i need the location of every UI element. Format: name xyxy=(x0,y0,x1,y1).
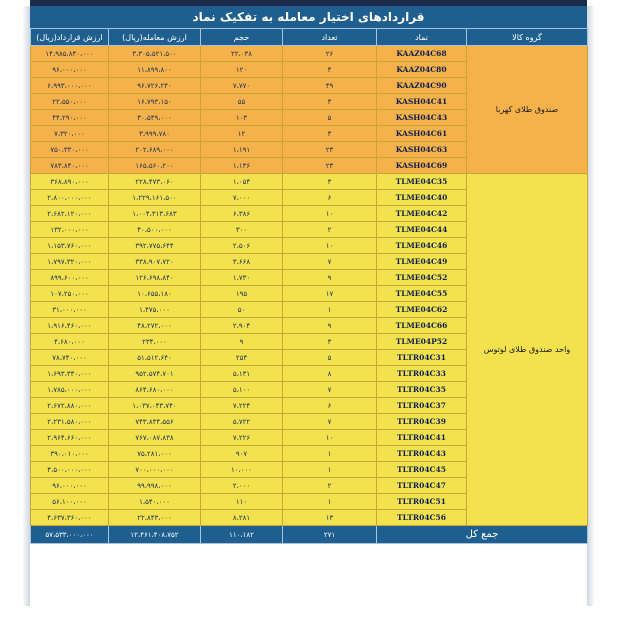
header-group: گروه کالا xyxy=(467,29,588,46)
cell-count: ۹ xyxy=(283,270,377,286)
cell-contract-value: ۷۵۰،۳۳۰،۰۰۰ xyxy=(31,142,109,158)
cell-volume: ۱،۱۳۶ xyxy=(201,158,283,174)
cell-volume: ۱۰۳ xyxy=(201,110,283,126)
cell-symbol: TLTR04C41 xyxy=(377,430,467,446)
cell-contract-value: ۴۴،۲۹۰،۰۰۰ xyxy=(31,110,109,126)
cell-count: ۲ xyxy=(283,478,377,494)
cell-contract-value: ۸۹۹،۶۰۰،۰۰۰ xyxy=(31,270,109,286)
options-contracts-table xyxy=(30,28,588,544)
cell-volume: ۵۰ xyxy=(201,302,283,318)
cell-count: ۳ xyxy=(283,174,377,190)
cell-contract-value: ۲۲،۵۵۰،۰۰۰ xyxy=(31,94,109,110)
cell-volume: ۹ xyxy=(201,334,283,350)
cell-count: ۵ xyxy=(283,350,377,366)
cell-trade-value: ۱۰،۶۵۵،۱۸۰ xyxy=(109,286,201,302)
cell-volume: ۲۲،۰۳۸ xyxy=(201,46,283,62)
cell-trade-value: ۱۶۵،۵۶۰،۲۰۰ xyxy=(109,158,201,174)
cell-count: ۳ xyxy=(283,334,377,350)
cell-trade-value: ۱،۰۳۷،۰۴۳،۷۴۰ xyxy=(109,398,201,414)
cell-count: ۱ xyxy=(283,462,377,478)
cell-volume: ۱،۰۵۴ xyxy=(201,174,283,190)
cell-trade-value: ۲۳۴،۰۰۰ xyxy=(109,334,201,350)
cell-symbol: KASH04C43 xyxy=(377,110,467,126)
total-label: جمع کل xyxy=(377,526,588,544)
frame-shadow-right xyxy=(587,6,595,606)
cell-count: ۷ xyxy=(283,254,377,270)
cell-symbol: TLTR04C45 xyxy=(377,462,467,478)
cell-count: ۷ xyxy=(283,382,377,398)
cell-trade-value: ۹۶،۷۲۶،۲۴۰ xyxy=(109,78,201,94)
cell-contract-value: ۳۹۰،۰۱۰،۰۰۰ xyxy=(31,446,109,462)
cell-volume: ۵،۱۰۰ xyxy=(201,382,283,398)
cell-count: ۸ xyxy=(283,366,377,382)
cell-count: ۶ xyxy=(283,190,377,206)
cell-count: ۲۳ xyxy=(283,142,377,158)
cell-symbol: TLTR04C56 xyxy=(377,510,467,526)
cell-contract-value: ۷،۳۲۰،۰۰۰ xyxy=(31,126,109,142)
cell-trade-value: ۱،۵۴۰،۰۰۰ xyxy=(109,494,201,510)
cell-symbol: TLME04C62 xyxy=(377,302,467,318)
cell-volume: ۶،۳۸۶ xyxy=(201,206,283,222)
cell-contract-value: ۳۱،۰۰۰،۰۰۰ xyxy=(31,302,109,318)
cell-symbol: TLME04C35 xyxy=(377,174,467,190)
cell-count: ۱۰ xyxy=(283,430,377,446)
table-body xyxy=(31,46,588,526)
cell-volume: ۲،۹۰۴ xyxy=(201,318,283,334)
cell-symbol: TLME04C46 xyxy=(377,238,467,254)
cell-contract-value: ۱۳۲،۰۰۰،۰۰۰ xyxy=(31,222,109,238)
cell-trade-value: ۱۲۶،۶۹۸،۸۴۰ xyxy=(109,270,201,286)
cell-symbol: TLME04C55 xyxy=(377,286,467,302)
cell-volume: ۳۰۰ xyxy=(201,222,283,238)
header-volume: حجم xyxy=(201,29,283,46)
cell-symbol: KASH04C63 xyxy=(377,142,467,158)
header-count: تعداد xyxy=(283,29,377,46)
cell-count: ۱۷ xyxy=(283,286,377,302)
cell-contract-value: ۲،۶۷۲،۸۸۰،۰۰۰ xyxy=(31,398,109,414)
cell-volume: ۱۲۰ xyxy=(201,62,283,78)
cell-volume: ۵،۱۳۱ xyxy=(201,366,283,382)
cell-symbol: TLME04C49 xyxy=(377,254,467,270)
cell-trade-value: ۹۵۲،۵۷۴،۷۰۱ xyxy=(109,366,201,382)
total-volume: ۱۱۰،۱۸۲ xyxy=(201,526,283,544)
cell-trade-value: ۷۴۳،۸۴۴،۵۵۶ xyxy=(109,414,201,430)
cell-trade-value: ۴۸،۲۷۲،۰۰۰ xyxy=(109,318,201,334)
cell-volume: ۲،۵۰۶ xyxy=(201,238,283,254)
cell-volume: ۸،۲۸۱ xyxy=(201,510,283,526)
header-contract-value: ارزش قرارداد(ریال) xyxy=(31,29,109,46)
cell-trade-value: ۳۳۸،۹۰۷،۷۲۰ xyxy=(109,254,201,270)
cell-volume: ۷،۲۲۴ xyxy=(201,398,283,414)
cell-volume: ۷،۷۷۰ xyxy=(201,78,283,94)
cell-trade-value: ۳۹۲،۷۷۵،۶۴۴ xyxy=(109,238,201,254)
cell-volume: ۲۵۴ xyxy=(201,350,283,366)
cell-symbol: TLTR04C51 xyxy=(377,494,467,510)
cell-trade-value: ۹۹،۹۹۸،۰۰۰ xyxy=(109,478,201,494)
cell-trade-value: ۱۱،۸۹۹،۸۰۰ xyxy=(109,62,201,78)
table-row xyxy=(31,46,588,62)
cell-count: ۱ xyxy=(283,494,377,510)
cell-symbol: KASH04C61 xyxy=(377,126,467,142)
cell-contract-value: ۹۶،۰۰۰،۰۰۰ xyxy=(31,478,109,494)
cell-symbol: KAAZ04C80 xyxy=(377,62,467,78)
cell-contract-value: ۴،۶۳۷،۳۶۰،۰۰۰ xyxy=(31,510,109,526)
cell-symbol: TLTR04C35 xyxy=(377,382,467,398)
cell-count: ۷ xyxy=(283,414,377,430)
cell-symbol: KAAZ04C68 xyxy=(377,46,467,62)
cell-count: ۲۳ xyxy=(283,158,377,174)
cell-symbol: TLME04C52 xyxy=(377,270,467,286)
cell-count: ۱ xyxy=(283,302,377,318)
cell-symbol: TLTR04C43 xyxy=(377,446,467,462)
cell-contract-value: ۱،۶۹۳،۳۳۰،۰۰۰ xyxy=(31,366,109,382)
cell-trade-value: ۱،۰۰۴،۳۱۳،۶۸۳ xyxy=(109,206,201,222)
cell-contract-value: ۲،۲۳۱،۵۸۰،۰۰۰ xyxy=(31,414,109,430)
cell-volume: ۹۰۷ xyxy=(201,446,283,462)
cell-trade-value: ۷۰۰،۰۰۰،۰۰۰ xyxy=(109,462,201,478)
cell-trade-value: ۳،۳۰۵،۵۲۱،۵۰۰ xyxy=(109,46,201,62)
cell-trade-value: ۱،۲۲۹،۱۶۱،۵۰۰ xyxy=(109,190,201,206)
header-trade-value: ارزش معامله(ریال) xyxy=(109,29,201,46)
cell-contract-value: ۱،۹۱۶،۴۶۰،۰۰۰ xyxy=(31,318,109,334)
cell-volume: ۳،۶۶۸ xyxy=(201,254,283,270)
total-count: ۲۷۱ xyxy=(283,526,377,544)
cell-trade-value: ۱۶،۷۹۳،۱۵۰ xyxy=(109,94,201,110)
cell-count: ۴ xyxy=(283,62,377,78)
cell-volume: ۱۱۰ xyxy=(201,494,283,510)
cell-contract-value: ۶،۹۹۳،۰۰۰،۰۰۰ xyxy=(31,78,109,94)
cell-symbol: KAAZ04C90 xyxy=(377,78,467,94)
group-name: واحد صندوق طلای لوتوس xyxy=(467,174,588,526)
cell-volume: ۱۲ xyxy=(201,126,283,142)
header-symbol: نماد xyxy=(377,29,467,46)
cell-contract-value: ۱،۷۹۷،۳۲۰،۰۰۰ xyxy=(31,254,109,270)
total-contract-value: ۵۷،۵۳۳،۰۰۰،۰۰۰ xyxy=(31,526,109,544)
group-name: صندوق طلای کهربا xyxy=(467,46,588,174)
cell-contract-value: ۱۴،۹۸۵،۸۴۰،۰۰۰ xyxy=(31,46,109,62)
cell-contract-value: ۲،۸۰۰،۰۰۰،۰۰۰ xyxy=(31,190,109,206)
cell-contract-value: ۹۶،۰۰۰،۰۰۰ xyxy=(31,62,109,78)
cell-trade-value: ۲۰۲،۶۸۹،۰۰۰ xyxy=(109,142,201,158)
cell-symbol: TLTR04C47 xyxy=(377,478,467,494)
cell-count: ۱ xyxy=(283,446,377,462)
total-row xyxy=(31,526,588,544)
cell-contract-value: ۴،۶۸۰،۰۰۰ xyxy=(31,334,109,350)
cell-trade-value: ۴۰،۵۰۰،۰۰۰ xyxy=(109,222,201,238)
header-row xyxy=(31,29,588,46)
cell-symbol: TLME04C40 xyxy=(377,190,467,206)
cell-contract-value: ۲،۶۸۲،۱۲۰،۰۰۰ xyxy=(31,206,109,222)
cell-count: ۲۶ xyxy=(283,46,377,62)
cell-trade-value: ۸۶۴،۶۸۰،۰۰۰ xyxy=(109,382,201,398)
cell-count: ۶ xyxy=(283,398,377,414)
cell-contract-value: ۱،۱۵۳،۷۶۰،۰۰۰ xyxy=(31,238,109,254)
table-title: قراردادهای اختیار معامله به تفکیک نماد xyxy=(30,6,587,28)
cell-trade-value: ۳،۹۹۹،۷۸۰ xyxy=(109,126,201,142)
cell-volume: ۱۹۵ xyxy=(201,286,283,302)
cell-count: ۳ xyxy=(283,126,377,142)
cell-count: ۱۰ xyxy=(283,206,377,222)
frame-shadow-left xyxy=(22,6,30,606)
cell-symbol: TLTR04C31 xyxy=(377,350,467,366)
cell-symbol: TLTR04C37 xyxy=(377,398,467,414)
cell-trade-value: ۷۶۷،۰۸۷،۸۳۸ xyxy=(109,430,201,446)
cell-volume: ۲،۰۰۰ xyxy=(201,478,283,494)
cell-contract-value: ۷۸۳،۸۴۰،۰۰۰ xyxy=(31,158,109,174)
cell-count: ۹ xyxy=(283,318,377,334)
cell-volume: ۵۵ xyxy=(201,94,283,110)
total-trade-value: ۱۲،۴۶۱،۴۰۸،۷۵۲ xyxy=(109,526,201,544)
cell-symbol: TLME04C66 xyxy=(377,318,467,334)
cell-contract-value: ۵۶،۱۰۰،۰۰۰ xyxy=(31,494,109,510)
cell-count: ۵ xyxy=(283,110,377,126)
cell-count: ۴۹ xyxy=(283,78,377,94)
cell-trade-value: ۷۵،۲۸۱،۰۰۰ xyxy=(109,446,201,462)
cell-count: ۳ xyxy=(283,94,377,110)
cell-contract-value: ۱۰۷،۲۵۰،۰۰۰ xyxy=(31,286,109,302)
cell-symbol: KASH04C41 xyxy=(377,94,467,110)
cell-contract-value: ۳۶۸،۸۹۰،۰۰۰ xyxy=(31,174,109,190)
cell-contract-value: ۷۸،۷۴۰،۰۰۰ xyxy=(31,350,109,366)
cell-count: ۱۰ xyxy=(283,238,377,254)
cell-trade-value: ۱،۴۷۵،۰۰۰ xyxy=(109,302,201,318)
cell-symbol: TLTR04C39 xyxy=(377,414,467,430)
cell-trade-value: ۲۲،۸۴۳،۰۰۰ xyxy=(109,510,201,526)
cell-volume: ۱،۷۳۰ xyxy=(201,270,283,286)
cell-contract-value: ۲،۹۶۴،۶۶۰،۰۰۰ xyxy=(31,430,109,446)
cell-volume: ۱،۱۹۱ xyxy=(201,142,283,158)
cell-trade-value: ۳۰،۵۴۹،۰۰۰ xyxy=(109,110,201,126)
cell-count: ۱۳ xyxy=(283,510,377,526)
cell-symbol: TLME04P52 xyxy=(377,334,467,350)
cell-symbol: TLTR04C33 xyxy=(377,366,467,382)
cell-count: ۲ xyxy=(283,222,377,238)
cell-symbol: TLME04C42 xyxy=(377,206,467,222)
cell-trade-value: ۲۲۸،۴۷۳،۰۶۰ xyxy=(109,174,201,190)
cell-contract-value: ۴،۵۰۰،۰۰۰،۰۰۰ xyxy=(31,462,109,478)
cell-volume: ۷،۰۰۰ xyxy=(201,190,283,206)
cell-volume: ۱۰،۰۰۰ xyxy=(201,462,283,478)
cell-trade-value: ۵۱،۵۱۲،۶۴۰ xyxy=(109,350,201,366)
cell-symbol: TLME04C44 xyxy=(377,222,467,238)
cell-symbol: KASH04C69 xyxy=(377,158,467,174)
cell-contract-value: ۱،۷۸۵،۰۰۰،۰۰۰ xyxy=(31,382,109,398)
cell-volume: ۷،۲۲۶ xyxy=(201,430,283,446)
cell-volume: ۵،۷۲۲ xyxy=(201,414,283,430)
table-row xyxy=(31,174,588,190)
